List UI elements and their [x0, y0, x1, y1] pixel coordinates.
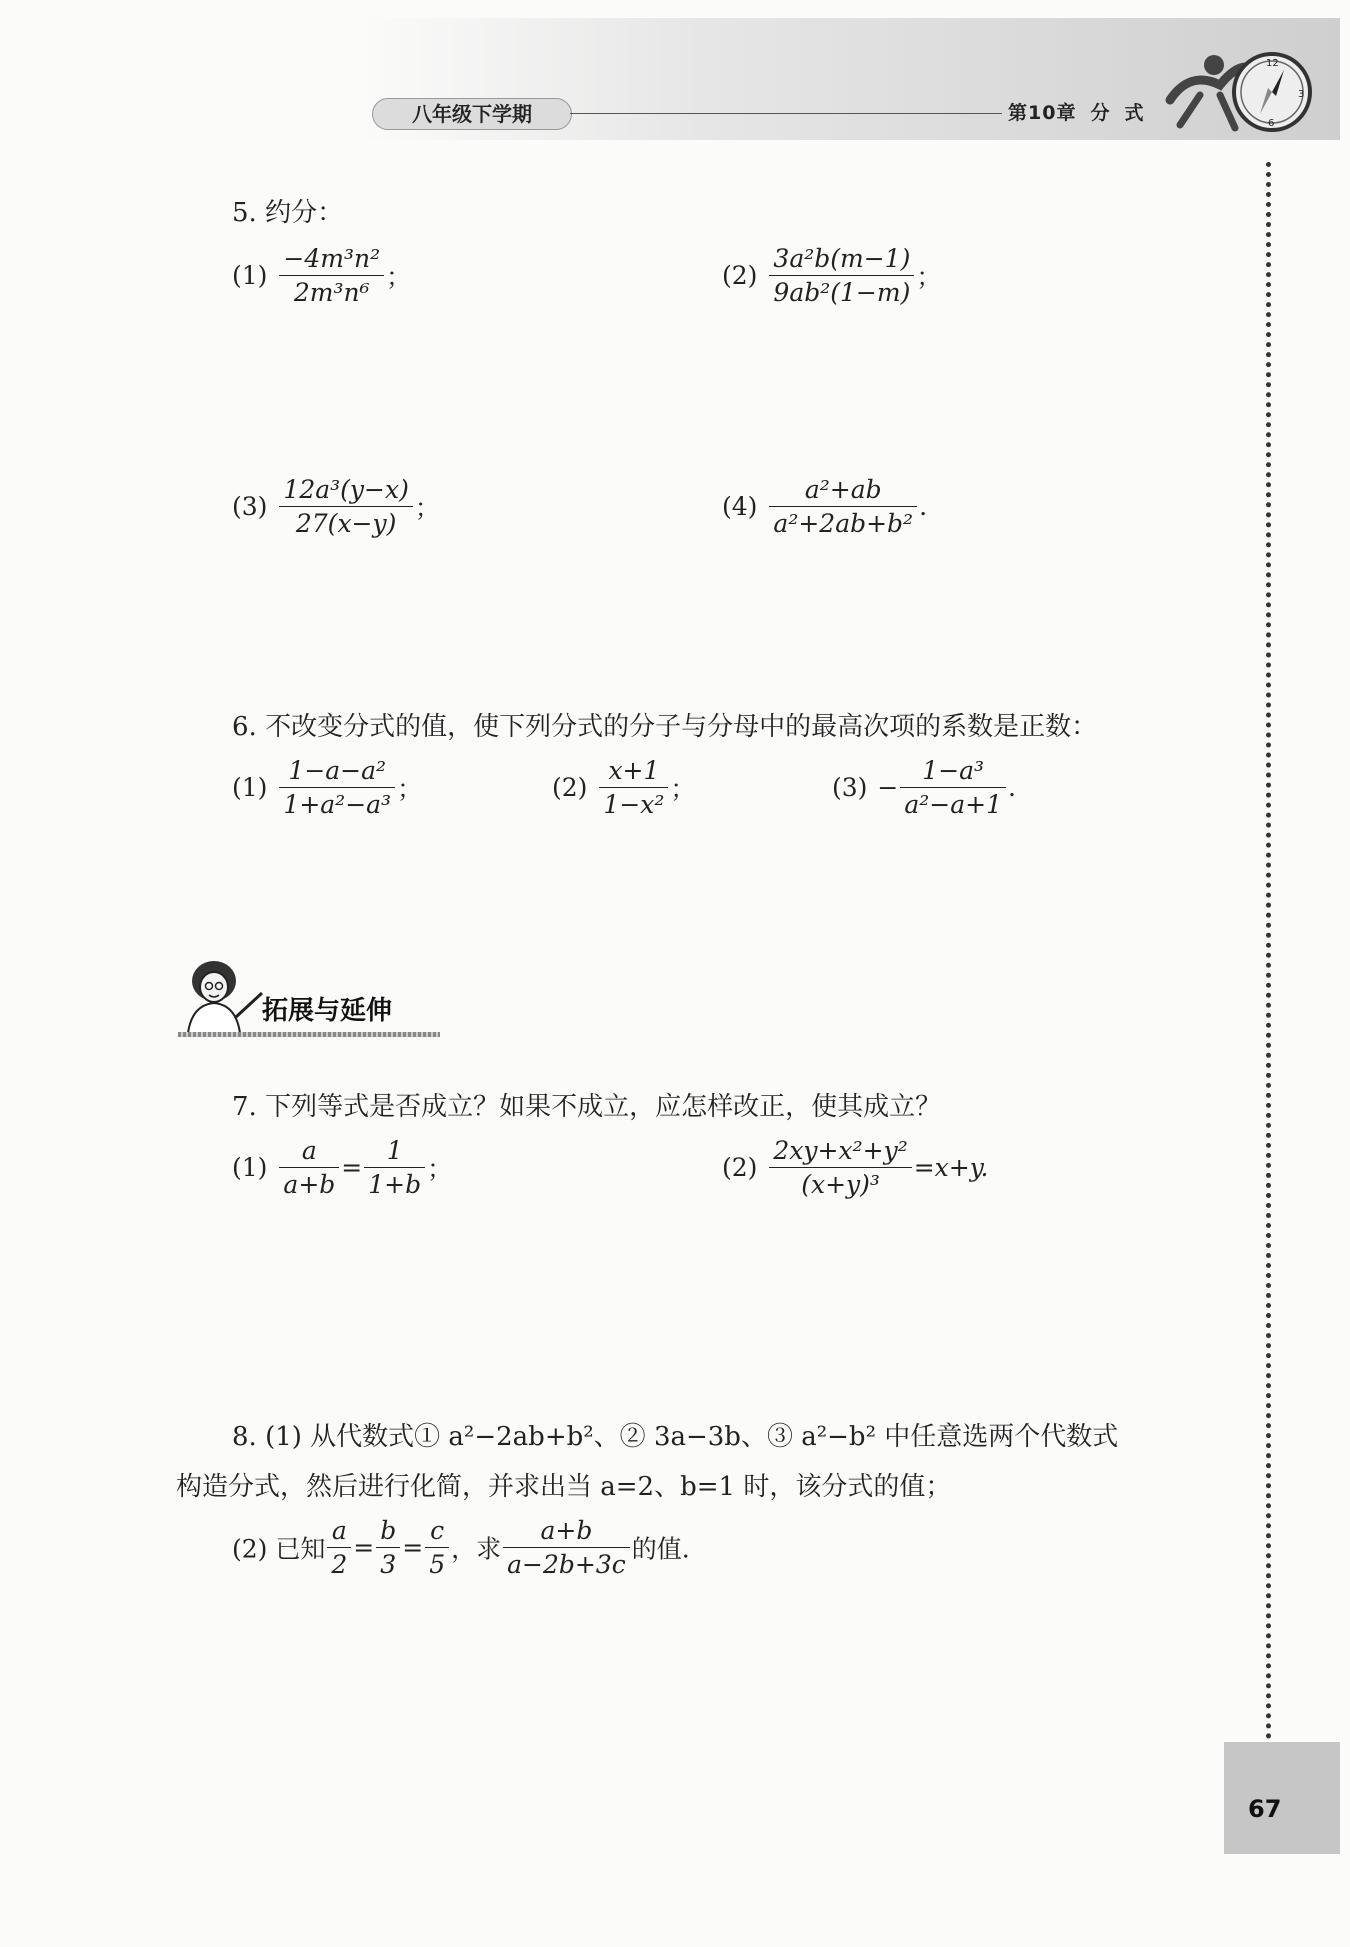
margin-dotted-line: [1266, 162, 1271, 1740]
fraction: [425, 1516, 449, 1579]
fraction: [327, 1516, 351, 1579]
denominator: 1−x²: [603, 790, 665, 819]
q5-part-2: [722, 244, 941, 307]
q8-part-2: [232, 1516, 690, 1579]
connector-text: ，求: [451, 1534, 502, 1564]
punctuation: .: [919, 492, 928, 521]
punctuation: ；: [670, 774, 696, 804]
chapter-name-1: 分: [1090, 102, 1111, 124]
denominator: a−2b+3c: [507, 1550, 626, 1579]
denominator: 5: [429, 1550, 446, 1579]
teacher-icon: [178, 955, 264, 1035]
question-8-line-2: 构造分式，然后进行化简，并求出当 a=2、b=1 时，该分式的值；: [176, 1472, 952, 1502]
part-label: (3): [232, 492, 268, 521]
punctuation: ；: [386, 262, 412, 292]
punctuation: .: [1008, 773, 1016, 802]
part-label: (3): [832, 773, 868, 802]
denominator: 27(x−y): [295, 509, 397, 538]
part-label: (1): [232, 261, 268, 290]
q5-part-4: [722, 475, 927, 538]
punctuation: ；: [414, 493, 440, 523]
punctuation: ；: [427, 1154, 453, 1184]
numerator: −4m³n²: [279, 244, 384, 276]
numerator: 1−a³: [900, 756, 1006, 788]
fraction: [364, 1136, 425, 1199]
denominator: a²+2ab+b²: [773, 509, 914, 538]
denominator: a²−a+1: [904, 790, 1003, 819]
punctuation: ；: [397, 774, 423, 804]
ending-text: 的值.: [631, 1534, 690, 1564]
grade-label: 八年级下学期: [372, 98, 572, 130]
svg-text:6: 6: [1268, 118, 1275, 129]
part-label: (2): [722, 261, 758, 290]
fraction: [279, 475, 412, 538]
fraction: [279, 756, 395, 819]
fraction: [769, 1136, 911, 1199]
part-label: (4): [722, 492, 758, 521]
fraction: [279, 1136, 339, 1199]
fraction: [376, 1516, 400, 1579]
equals-sign: =: [353, 1533, 375, 1562]
part-label: (2) 已知: [232, 1534, 326, 1564]
numerator: a²+ab: [769, 475, 917, 507]
numerator: 2xy+x²+y²: [769, 1136, 911, 1168]
fraction: [503, 1516, 630, 1579]
part-label: (1): [232, 1153, 268, 1182]
q7-part-1: [232, 1136, 452, 1199]
fraction: [279, 244, 384, 307]
fraction: [900, 756, 1006, 819]
part-label: (2): [552, 773, 588, 802]
numerator: b: [376, 1516, 400, 1548]
q7-part-2: [722, 1136, 988, 1199]
denominator: (x+y)³: [801, 1170, 880, 1199]
numerator: a: [327, 1516, 351, 1548]
numerator: 1: [364, 1136, 425, 1168]
q6-part-3: [832, 756, 1016, 819]
part-label: (1): [232, 773, 268, 802]
fraction: [599, 756, 668, 819]
numerator: 12a³(y−x): [279, 475, 412, 507]
denominator: 9ab²(1−m): [773, 278, 911, 307]
svg-text:3: 3: [1298, 89, 1305, 100]
q5-part-3: [232, 475, 440, 538]
denominator: a+b: [283, 1170, 336, 1199]
fraction: [769, 244, 914, 307]
q5-part-1: [232, 244, 411, 307]
chapter-title: [1008, 98, 1144, 125]
q6-part-1: [232, 756, 422, 819]
denominator: 1+a²−a³: [283, 790, 392, 819]
section-title: 拓展与延伸: [262, 996, 393, 1026]
numerator: 1−a−a²: [279, 756, 395, 788]
svg-text:12: 12: [1266, 58, 1279, 69]
denominator: 2: [331, 1550, 348, 1579]
punctuation: ；: [916, 262, 942, 292]
minus-sign: −: [877, 773, 899, 802]
numerator: c: [425, 1516, 449, 1548]
section-rule: [178, 1032, 440, 1037]
question-6-title: 6. 不改变分式的值，使下列分式的分子与分母中的最高次项的系数是正数：: [232, 712, 1098, 742]
question-8-line-1: 8. (1) 从代数式① a²−2ab+b²、② 3a−3b、③ a²−b² 中任意选两个代数式: [232, 1422, 1119, 1452]
q6-part-2: [552, 756, 695, 819]
numerator: a+b: [503, 1516, 630, 1548]
numerator: x+1: [599, 756, 668, 788]
equals-sign: =: [402, 1533, 424, 1562]
fraction: [769, 475, 917, 538]
numerator: 3a²b(m−1): [769, 244, 914, 276]
equals-sign: =: [341, 1153, 363, 1182]
equation-rhs: =x+y.: [913, 1153, 989, 1182]
denominator: 1+b: [368, 1170, 422, 1199]
question-7-title: 7. 下列等式是否成立？如果不成立，应怎样改正，使其成立？: [232, 1092, 942, 1122]
header-rule: [570, 113, 1002, 114]
question-5-title: 5. 约分：: [232, 198, 344, 228]
denominator: 2m³n⁶: [293, 278, 370, 307]
chapter-name-2: 式: [1124, 102, 1145, 124]
denominator: 3: [380, 1550, 397, 1579]
part-label: (2): [722, 1153, 758, 1182]
numerator: a: [279, 1136, 339, 1168]
page-number: 67: [1248, 1795, 1282, 1823]
chapter-number: 第10章: [1008, 102, 1077, 124]
page-number-box: [1224, 1742, 1340, 1854]
compass-runner-icon: [1160, 40, 1320, 140]
